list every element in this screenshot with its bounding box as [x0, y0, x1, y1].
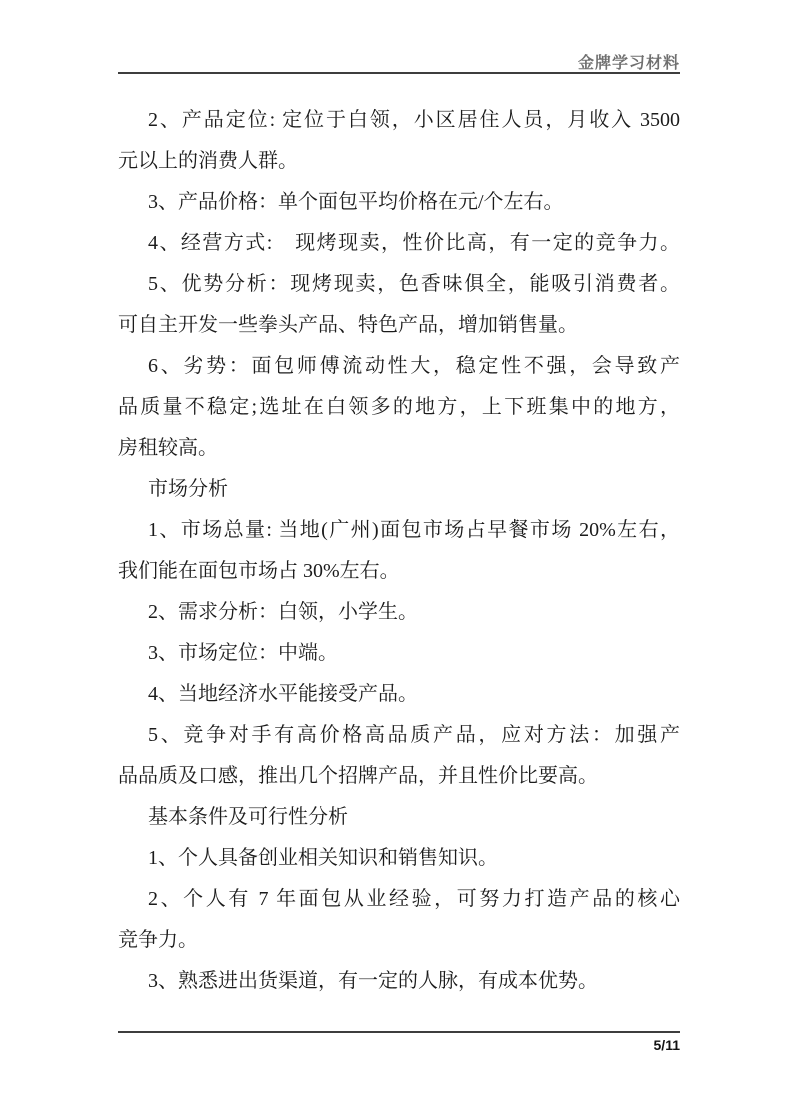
text-line: 3、市场定位：中端。 [148, 642, 338, 664]
text-line: 市场分析 [148, 478, 228, 500]
text-line: 竞争力。 [118, 929, 198, 951]
text-line: 房租较高。 [118, 437, 218, 459]
text-line: 2、需求分析：白领，小学生。 [148, 601, 418, 623]
document-body [118, 100, 680, 1002]
text-line: 可自主开发一些拳头产品、特色产品，增加销售量。 [118, 314, 578, 336]
text-line: 品品质及口感，推出几个招牌产品，并且性价比要高。 [118, 765, 598, 787]
footer-divider [118, 1031, 680, 1033]
text-line: 5、优势分析：现烤现卖，色香味俱全，能吸引消费者。 [148, 273, 680, 295]
text-line: 2、个人有 7 年面包从业经验，可努力打造产品的核心 [148, 888, 680, 910]
header-watermark: 金牌学习材料 [577, 55, 680, 72]
text-line: 6、劣势：面包师傅流动性大，稳定性不强，会导致产 [148, 355, 680, 377]
text-line: 基本条件及可行性分析 [148, 806, 348, 828]
text-line: 4、当地经济水平能接受产品。 [148, 683, 418, 705]
header-divider [118, 72, 680, 74]
text-line: 2、产品定位: 定位于白领，小区居住人员，月收入 3500 [148, 109, 680, 131]
text-line: 我们能在面包市场占 30%左右。 [118, 560, 400, 582]
text-line: 1、个人具备创业相关知识和销售知识。 [148, 847, 498, 869]
text-line: 3、产品价格：单个面包平均价格在元/个左右。 [148, 191, 564, 213]
text-line: 3、熟悉进出货渠道，有一定的人脉，有成本优势。 [148, 970, 598, 992]
text-line: 1、市场总量: 当地(广州)面包市场占早餐市场 20%左右， [148, 519, 680, 541]
text-line: 元以上的消费人群。 [118, 150, 298, 172]
page-number: 5/11 [653, 1037, 680, 1053]
text-line: 4、经营方式: 现烤现卖，性价比高，有一定的竞争力。 [148, 232, 680, 254]
text-line: 品质量不稳定;选址在白领多的地方，上下班集中的地方， [118, 396, 680, 418]
text-line: 5、竞争对手有高价格高品质产品，应对方法：加强产 [148, 724, 680, 746]
